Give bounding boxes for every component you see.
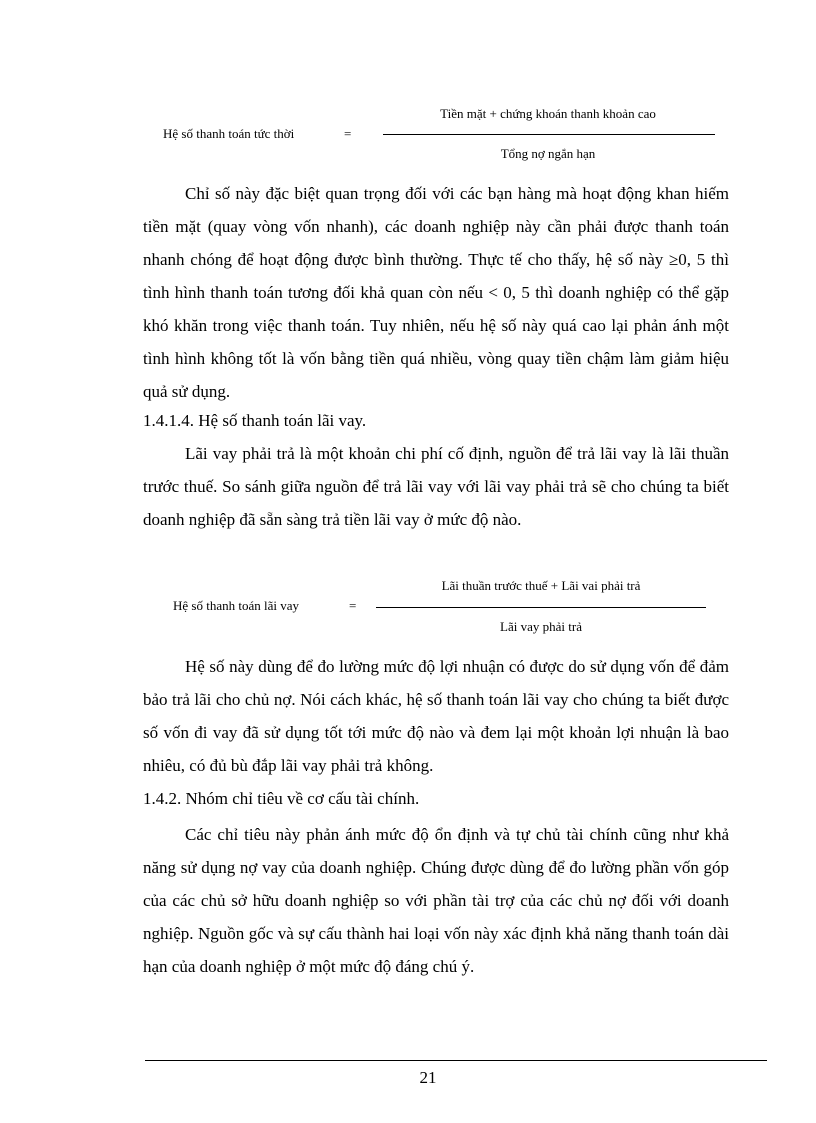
page-number: 21 — [419, 1068, 437, 1087]
footer-divider — [145, 1060, 767, 1061]
formula-denominator: Lãi vay phải trả — [500, 619, 582, 634]
paragraph-text: Các chỉ tiêu này phản ánh mức độ ổn định và tự chủ tài chính cũng như khả năng sử dụng nợ vay của doanh nghiệp. Chúng được dùng để đo lường phần vốn góp của các chủ sở hữu doanh nghiệp so với phần tài trợ của các chủ nợ đối với doanh nghiệp. Nguồn gốc và sự cấu thành hai loại vốn này xác định khả năng thanh toán dài hạn của doanh nghiệp ở một mức độ đáng chú ý. — [143, 825, 729, 976]
fraction-bar — [376, 607, 706, 608]
formula-equals: = — [344, 126, 352, 141]
formula-lhs: Hệ số thanh toán lãi vay — [173, 598, 299, 613]
formula-lhs: Hệ số thanh toán tức thời — [163, 126, 295, 141]
paragraph-financial-structure — [143, 818, 729, 983]
section-heading-interest-coverage: 1.4.1.4. Hệ số thanh toán lãi vay. — [143, 411, 367, 430]
paragraph-text: Chỉ số này đặc biệt quan trọng đối với các bạn hàng mà hoạt động khan hiếm tiền mặt (quay vòng vốn nhanh), các doanh nghiệp này cần phải được thanh toán nhanh chóng để hoạt động được bình thường. Thực tế cho thấy, hệ số này ≥0, 5 thì tình hình thanh toán tương đối khả quan còn nếu < 0, 5 thì doanh nghiệp có thể gặp khó khăn trong việc thanh toán. Tuy nhiên, nếu hệ số này quá cao lại phản ánh một tình hình không tốt là vốn bằng tiền quá nhiều, vòng quay tiền chậm làm giảm hiệu quả sử dụng. — [143, 184, 729, 401]
formula-equals: = — [349, 598, 357, 613]
paragraph-text: Hệ số này dùng để đo lường mức độ lợi nhuận có được do sử dụng vốn để đảm bảo trả lãi cho chủ nợ. Nói cách khác, hệ số thanh toán lãi vay cho chúng ta biết được số vốn đi vay đã sử dụng tốt tới mức độ nào và đem lại một khoản lợi nhuận là bao nhiêu, có đủ bù đắp lãi vay phải trả không. — [143, 657, 729, 775]
paragraph-text: Lãi vay phải trả là một khoản chi phí cố định, nguồn để trả lãi vay là lãi thuần trước thuế. So sánh giữa nguồn để trả lãi vay với lãi vay phải trả sẽ cho chúng ta biết doanh nghiệp đã sẵn sàng trả tiền lãi vay ở mức độ nào. — [143, 444, 729, 529]
section-heading-financial-structure: 1.4.2. Nhóm chỉ tiêu về cơ cấu tài chính. — [143, 789, 420, 808]
formula-numerator: Lãi thuần trước thuế + Lãi vai phải trả — [441, 578, 641, 593]
paragraph-interest-explained — [143, 650, 729, 782]
formula-denominator: Tổng nợ ngắn hạn — [500, 146, 596, 161]
formula-numerator: Tiền mặt + chứng khoán thanh khoản cao — [440, 106, 656, 121]
